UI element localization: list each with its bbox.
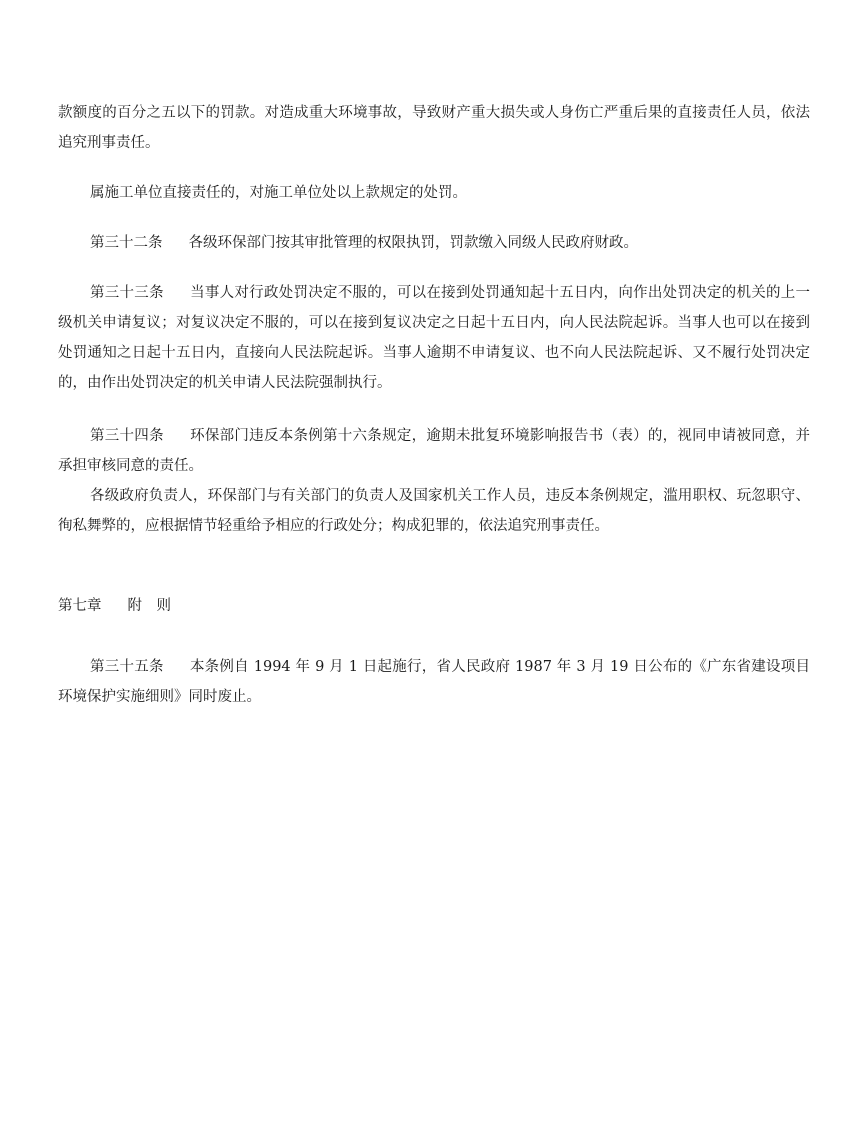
paragraph-construction-unit: 属施工单位直接责任的，对施工单位处以上款规定的处罚。 bbox=[90, 185, 467, 201]
paragraph-officials-liability: 各级政府负责人，环保部门与有关部门的负责人及国家机关工作人员，违反本条例规定，滥用职权、玩忽职守、徇私舞弊的，应根据情节轻重给予相应的行政处分；构成犯罪的，依法追究刑事责任。 bbox=[58, 488, 810, 534]
article-text: 各级环保部门按其审批管理的权限执罚，罚款缴入同级人民政府财政。 bbox=[188, 235, 638, 251]
article-number: 第三十四条 bbox=[90, 428, 164, 444]
article-35 bbox=[58, 652, 810, 712]
paragraph-penalty-continued: 款额度的百分之五以下的罚款。对造成重大环境事故，导致财产重大损失或人身伤亡严重后果的直接责任人员，依法追究刑事责任。 bbox=[58, 105, 810, 151]
chapter-heading bbox=[58, 591, 810, 621]
article-34 bbox=[58, 421, 810, 481]
article-text: 本条例自 1994 年 9 月 1 日起施行，省人民政府 1987 年 3 月 19 日公布的《广东省建设项目环境保护实施细则》同时废止。 bbox=[58, 659, 810, 705]
article-33 bbox=[58, 278, 810, 398]
article-text: 环保部门违反本条例第十六条规定，逾期未批复环境影响报告书（表）的，视同申请被同意，并承担审核同意的责任。 bbox=[58, 428, 811, 474]
chapter-title: 附 则 bbox=[127, 598, 171, 614]
article-number: 第三十三条 bbox=[90, 285, 164, 301]
article-text: 当事人对行政处罚决定不服的，可以在接到处罚通知起十五日内，向作出处罚决定的机关的上一级机关申请复议；对复议决定不服的，可以在接到复议决定之日起十五日内，向人民法院起诉。当事人也可以在接到处罚通知之日起十五日内，直接向人民法院起诉。当事人逾期不申请复议、也不向人民法院起诉、又不履行处罚决定的，由作出处罚决定的机关申请人民法院强制执行。 bbox=[58, 285, 811, 391]
chapter-number: 第七章 bbox=[58, 598, 102, 614]
article-number: 第三十五条 bbox=[90, 659, 164, 675]
article-32 bbox=[58, 228, 810, 258]
article-number: 第三十二条 bbox=[90, 235, 163, 251]
